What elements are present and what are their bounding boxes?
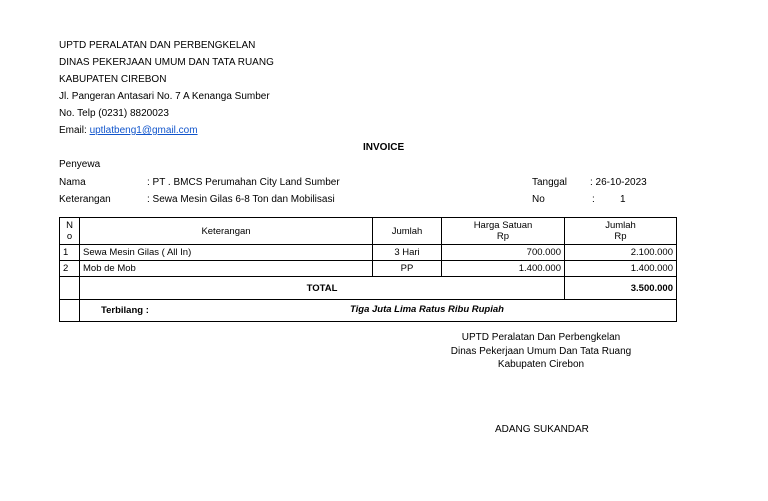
row-keterangan: Sewa Mesin Gilas ( All In) [80, 245, 373, 261]
signature-name: ADANG SUKANDAR [495, 424, 589, 435]
terbilang-row [60, 300, 677, 322]
invoice-table [59, 217, 677, 322]
signature-line2: Dinas Pekerjaan Umum Dan Tata Ruang [450, 346, 632, 357]
penyewa-label: Penyewa [59, 159, 101, 170]
header-no: N o [60, 218, 80, 245]
row-total: 2.100.000 [565, 245, 677, 261]
email-link[interactable]: uptlatbeng1@gmail.com [89, 125, 198, 136]
email-label: Email: [59, 125, 90, 136]
org-address: Jl. Pangeran Antasari No. 7 A Kenanga Sumber [59, 91, 270, 102]
total-label: TOTAL [80, 277, 565, 300]
nama-value: : PT . BMCS Perumahan City Land Sumber [147, 177, 340, 188]
total-value: 3.500.000 [565, 277, 677, 300]
org-email-row [59, 125, 198, 137]
header-jumlah-rp: Jumlah Rp [565, 218, 677, 245]
row-jumlah: PP [373, 261, 442, 277]
terbilang-empty-cell [60, 300, 80, 322]
table-header-row [60, 218, 677, 245]
row-jumlah: 3 Hari [373, 245, 442, 261]
signature-line1: UPTD Peralatan Dan Perbengkelan [461, 332, 621, 343]
row-no: 2 [60, 261, 80, 277]
row-harga: 700.000 [442, 245, 565, 261]
terbilang-value: Tiga Juta Lima Ratus Ribu Rupiah [350, 304, 504, 315]
terbilang-label: Terbilang : [101, 305, 149, 316]
header-harga-satuan: Harga Satuan Rp [442, 218, 565, 245]
tanggal-label: Tanggal [532, 177, 568, 188]
no-value: 1 [620, 194, 626, 205]
org-name-line1: UPTD PERALATAN DAN PERBENGKELAN [59, 40, 256, 51]
terbilang-cell [80, 300, 677, 322]
no-colon: : [592, 194, 595, 205]
invoice-title: INVOICE [363, 142, 405, 153]
keterangan-value: : Sewa Mesin Gilas 6-8 Ton dan Mobilisasi [147, 194, 335, 205]
header-jumlah: Jumlah [373, 218, 442, 245]
row-harga: 1.400.000 [442, 261, 565, 277]
header-keterangan: Keterangan [80, 218, 373, 245]
row-keterangan: Mob de Mob [80, 261, 373, 277]
total-empty-cell [60, 277, 80, 300]
org-name-line3: KABUPATEN CIREBON [59, 74, 167, 85]
no-label: No [532, 194, 545, 205]
table-row [60, 261, 677, 277]
row-total: 1.400.000 [565, 261, 677, 277]
org-phone: No. Telp (0231) 8820023 [59, 108, 169, 119]
total-row [60, 277, 677, 300]
row-no: 1 [60, 245, 80, 261]
nama-label: Nama [59, 177, 86, 188]
org-name-line2: DINAS PEKERJAAN UMUM DAN TATA RUANG [59, 57, 274, 68]
keterangan-label: Keterangan [59, 194, 111, 205]
signature-line3: Kabupaten Cirebon [497, 359, 585, 370]
tanggal-value: : 26-10-2023 [590, 177, 647, 188]
table-row [60, 245, 677, 261]
